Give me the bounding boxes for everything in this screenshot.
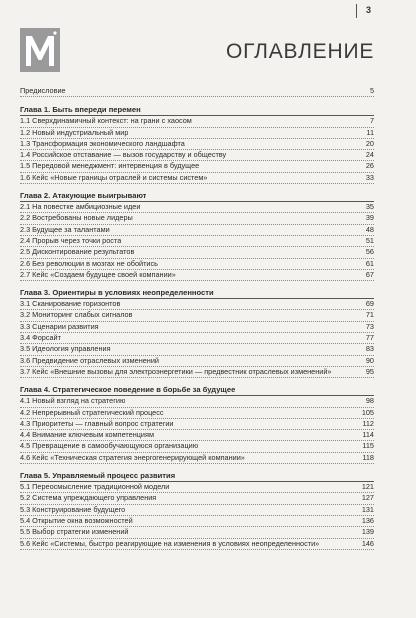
toc-entry-page: 24 (365, 150, 374, 160)
toc-entry-row[interactable] (20, 299, 374, 310)
toc-entry-page: 73 (365, 321, 374, 331)
logo-m-icon (20, 28, 60, 72)
toc-chapter-heading[interactable] (20, 470, 374, 482)
toc-entry-title: 1.3 Трансформация экономического ландшафта (20, 138, 185, 148)
toc-entry-row[interactable] (20, 505, 374, 516)
toc-entry-page: 67 (365, 269, 374, 279)
toc-entry-title: 3.6 Предвидение отраслевых изменений (20, 355, 159, 365)
chapter-title: Глава 5. Управляемый процесс развития (20, 471, 176, 481)
toc-entry-title: 4.1 Новый взгляд на стратегию (20, 396, 126, 406)
toc-entry-title: 2.5 Дисконтирование результатов (20, 247, 135, 257)
toc-entry-page: 83 (365, 344, 374, 354)
toc-entry-row[interactable] (20, 344, 374, 355)
toc-entry-page: 51 (365, 235, 374, 245)
toc-entry-title: 3.1 Сканирование горизонтов (20, 299, 121, 309)
toc-entry-page: 56 (365, 247, 374, 257)
toc-entry-page: 121 (361, 482, 374, 492)
toc-entry-title: 2.3 Будущее за талантами (20, 224, 110, 234)
toc-entry-title: 1.5 Передовой менеджмент: интервенция в будущее (20, 161, 200, 171)
toc-entry-title: 4.2 Непрерывный стратегический процесс (20, 407, 164, 417)
toc-entry-title: 1.2 Новый индустриальный мир (20, 127, 129, 137)
toc-entry-row[interactable] (20, 356, 374, 367)
toc-entry-title: 2.2 Востребованы новые лидеры (20, 213, 133, 223)
toc-entry-page: 39 (365, 213, 374, 223)
toc-entry-row[interactable] (20, 225, 374, 236)
toc-chapter-heading[interactable] (20, 104, 374, 116)
toc-entry-page: 146 (361, 538, 374, 548)
toc-entry-page: 33 (365, 172, 374, 182)
toc-entry-row[interactable] (20, 419, 374, 430)
toc-entry-row[interactable] (20, 539, 374, 550)
toc-entry-title: 3.4 Форсайт (20, 333, 61, 343)
toc-entry-page: 98 (365, 396, 374, 406)
toc-entry-page: 131 (361, 504, 374, 514)
toc-entry-title: 1.4 Российское отставание — вызов государству и обществу (20, 150, 227, 160)
toc-entry-page: 136 (361, 515, 374, 525)
toc-entry-title: Предисловие (20, 86, 66, 95)
toc-entry-page: 114 (362, 430, 374, 440)
toc-entry-title: 5.6 Кейс «Системы, быстро реагирующие на изменения в условиях неопределенности» (20, 538, 320, 548)
toc-entry-row[interactable] (20, 173, 374, 184)
page-title: ОГЛАВЛЕНИЕ (226, 40, 375, 63)
toc-entry-row[interactable] (20, 430, 374, 441)
toc-entry-page: 90 (365, 355, 374, 365)
toc-entry-title: 4.5 Превращение в самообучающуюся организацию (20, 441, 199, 451)
toc-entry-page: 69 (365, 299, 374, 309)
toc-entry-page: 7 (369, 116, 374, 126)
toc-entry-page: 35 (365, 202, 374, 212)
header-rule (356, 4, 357, 18)
toc-entry-row[interactable] (20, 527, 374, 538)
toc-entry-page: 61 (365, 258, 374, 268)
page-number: 3 (366, 5, 372, 15)
toc-entry-title: 3.5 Идеология управления (20, 344, 111, 354)
table-of-contents (20, 86, 374, 550)
toc-entry-page: 95 (365, 366, 374, 376)
toc-entry-row[interactable] (20, 270, 374, 281)
toc-entry-row[interactable] (20, 408, 374, 419)
toc-entry-row[interactable] (20, 236, 374, 247)
toc-entry-title: 4.3 Приоритеты — главный вопрос стратегии (20, 418, 174, 428)
toc-chapter-heading[interactable] (20, 190, 374, 202)
toc-entry-page: 26 (365, 161, 374, 171)
toc-entry-title: 5.3 Конструирование будущего (20, 504, 126, 514)
toc-entry-row[interactable] (20, 367, 374, 378)
toc-entry-row[interactable] (20, 116, 374, 127)
toc-entry-title: 2.7 Кейс «Создаем будущее своей компании» (20, 269, 176, 279)
toc-entry-title: 3.3 Сценарии развития (20, 321, 99, 331)
toc-entry-row[interactable] (20, 259, 374, 270)
toc-entry-title: 2.1 На повестке амбициозные идеи (20, 202, 141, 212)
toc-entry-title: 5.5 Выбор стратегии изменений (20, 527, 129, 537)
toc-entry-page: 139 (361, 527, 374, 537)
chapter-title: Глава 3. Ориентиры в условиях неопределенности (20, 288, 214, 298)
toc-entry-row[interactable] (20, 161, 374, 172)
toc-entry-page: 112 (362, 418, 374, 428)
toc-entry-title: 2.4 Прорыв через точки роста (20, 235, 122, 245)
toc-entry-page: 11 (366, 127, 374, 137)
toc-chapters (20, 104, 374, 550)
toc-entry-page: 105 (361, 407, 374, 417)
toc-entry-page: 118 (362, 452, 374, 462)
toc-entry-page: 127 (361, 493, 374, 503)
toc-entry-title: 1.6 Кейс «Новые границы отраслей и системы систем» (20, 172, 208, 182)
toc-entry-page: 115 (362, 441, 374, 451)
toc-entry-row[interactable] (20, 128, 374, 139)
toc-entry-page: 77 (365, 333, 374, 343)
toc-entry-title: 1.1 Сверхдинамичный контекст: на грани с хаосом (20, 116, 192, 126)
toc-entry-title: 3.7 Кейс «Внешние вызовы для электроэнергетики — предвестник отраслевых изменений» (20, 366, 332, 376)
toc-entry-row[interactable] (20, 202, 374, 213)
toc-preface-row[interactable] (20, 86, 374, 97)
chapter-title: Глава 1. Быть впереди перемен (20, 105, 141, 115)
toc-entry-row[interactable] (20, 516, 374, 527)
toc-entry-page: 71 (365, 310, 374, 320)
toc-entry-row[interactable] (20, 396, 374, 407)
chapter-title: Глава 2. Атакующие выигрывают (20, 191, 147, 201)
running-header (0, 0, 416, 22)
toc-entry-row[interactable] (20, 482, 374, 493)
toc-entry-title: 4.4 Внимание ключевым компетенциям (20, 430, 154, 440)
toc-entry-title: 3.2 Мониторинг слабых сигналов (20, 310, 133, 320)
toc-entry-row[interactable] (20, 310, 374, 321)
toc-chapter-heading[interactable] (20, 384, 374, 396)
publisher-logo (20, 28, 60, 72)
toc-chapter-heading[interactable] (20, 287, 374, 299)
toc-entry-title: 5.4 Открытие окна возможностей (20, 515, 133, 525)
toc-entry-title: 4.6 Кейс «Техническая стратегия энергогенерирующей компании» (20, 452, 245, 462)
toc-entry-title: 5.1 Переосмысление традиционной модели (20, 482, 170, 492)
toc-entry-page: 20 (365, 138, 374, 148)
toc-entry-row[interactable] (20, 322, 374, 333)
toc-entry-row[interactable] (20, 493, 374, 504)
toc-entry-row[interactable] (20, 247, 374, 258)
toc-entry-title: 5.2 Система упреждающего управления (20, 493, 157, 503)
toc-entry-title: 2.6 Без революции в мозгах не обойтись (20, 258, 158, 268)
chapter-title: Глава 4. Стратегическое поведение в борьбе за будущее (20, 385, 236, 395)
toc-entry-row[interactable] (20, 139, 374, 150)
toc-entry-page: 48 (365, 224, 374, 234)
toc-entry-page: 5 (369, 86, 374, 95)
toc-entry-row[interactable] (20, 150, 374, 161)
toc-entry-row[interactable] (20, 441, 374, 452)
toc-entry-row[interactable] (20, 213, 374, 224)
toc-entry-row[interactable] (20, 453, 374, 464)
toc-entry-row[interactable] (20, 333, 374, 344)
